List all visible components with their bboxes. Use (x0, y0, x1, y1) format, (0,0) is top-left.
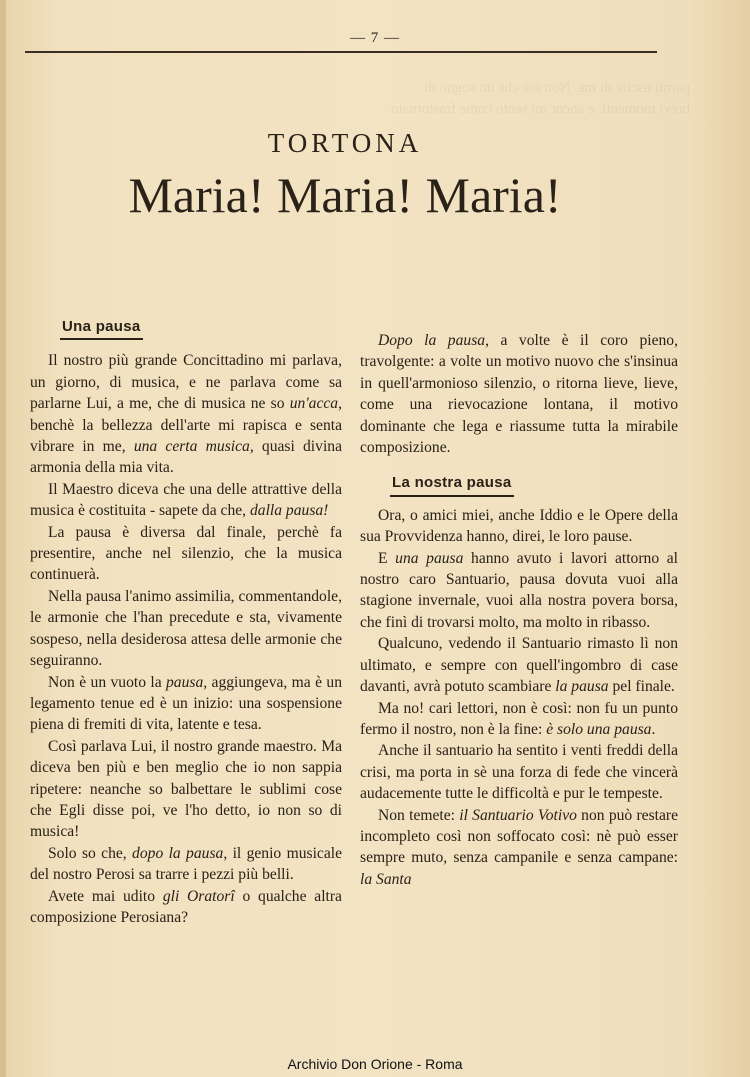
page-edge (0, 0, 6, 1077)
bleed-through-text: parmi uscire di me. Non era che un sogno di brevi momenti, e ancor mi sento come frastornato (390, 80, 690, 117)
paragraph: E una pausa hanno avuto i lavori attorno al nostro caro Santuario, pausa dovuta vuoi alla stagione invernale, vuoi alla nostra povera borsa, che finì di trovarsi molto, ma molto in ribasso. (360, 549, 678, 631)
section-heading-una-pausa: Una pausa (60, 316, 143, 340)
paragraph: Avete mai udito gli Oratorî o qualche altra composizione Perosiana? (30, 887, 342, 926)
paragraph: Non è un vuoto la pausa, aggiungeva, ma è un legamento tenue ed è un inizio: una sospensione piena di fremiti di vita, latente e tesa. (30, 673, 342, 734)
section-heading-la-nostra-pausa: La nostra pausa (390, 472, 514, 496)
paragraph: Qualcuno, vedendo il Santuario rimasto lì non ultimato, e sempre con quell'ingombro di case davanti, avrà potuto scambiare la pausa pel finale. (360, 635, 678, 696)
paragraph: Ma no! cari lettori, non è così: non fu un punto fermo il nostro, non è la fine: è solo una pausa. (360, 699, 678, 738)
paragraph: Nella pausa l'animo assimilia, commentandole, le armonie che l'han precedute e sta, vivamente sospeso, nella desiderosa attesa delle armonie che seguiranno. (30, 587, 342, 670)
article-kicker: TORTONA (267, 128, 423, 158)
header-rule (25, 51, 657, 53)
paragraph: Così parlava Lui, il nostro grande maestro. Ma diceva ben più e ben meglio che io non sappia ripetere: neanche so balbettare le sublimi cose che Egli disse poi, ve l'ho detto, io non so di musica! (30, 737, 342, 841)
article-title: Maria! Maria! Maria! (128, 167, 562, 223)
paragraph: La pausa è diversa dal finale, perchè fa presentire, anche nel silenzio, che la musica continuerà. (30, 523, 342, 584)
right-column (360, 330, 678, 890)
paragraph: Non temete: il Santuario Votivo non può restare incompleto così non soffocato così: nè può esser sempre muto, senza campanile e senza campane: la Santa (360, 806, 679, 888)
paragraph: Ora, o amici miei, anche Iddio e le Opere della sua Provvidenza hanno, direi, le loro pause. (360, 506, 678, 546)
paragraph: Anche il santuario ha sentito i venti freddi della crisi, ma porta in sè una forza di fede che vincerà audacemente tutte le difficoltà e pur le tempeste. (360, 742, 678, 803)
page-number: — 7 — (350, 30, 400, 46)
paragraph: Solo so che, dopo la pausa, il genio musicale del nostro Perosi sa trarre i pezzi più belli. (30, 844, 343, 884)
paragraph: Il Maestro diceva che una delle attrattive della musica è costituita - sapete da che, dalla pausa! (30, 480, 342, 520)
paragraph: Il nostro più grande Concittadino mi parlava, un giorno, di musica, e ne parlava come sa parlarne Lui, a me, che di musica ne so un'acca, benchè la bellezza dell'arte mi rapisca e senta vibrare in me, una certa musica, quasi divina armonia della mia vita. (30, 352, 342, 477)
paragraph: Dopo la pausa, a volte è il coro pieno, travolgente: a volte un motivo nuovo che s'insinua in quell'armonioso silenzio, o ritorna lieve, lieve, come una rievocazione lontana, il motivo dominante che lega e riassume tutta la mirabile composizione. (360, 332, 678, 457)
left-column (30, 316, 342, 928)
archive-footer: Archivio Don Orione - Roma (287, 1056, 463, 1072)
